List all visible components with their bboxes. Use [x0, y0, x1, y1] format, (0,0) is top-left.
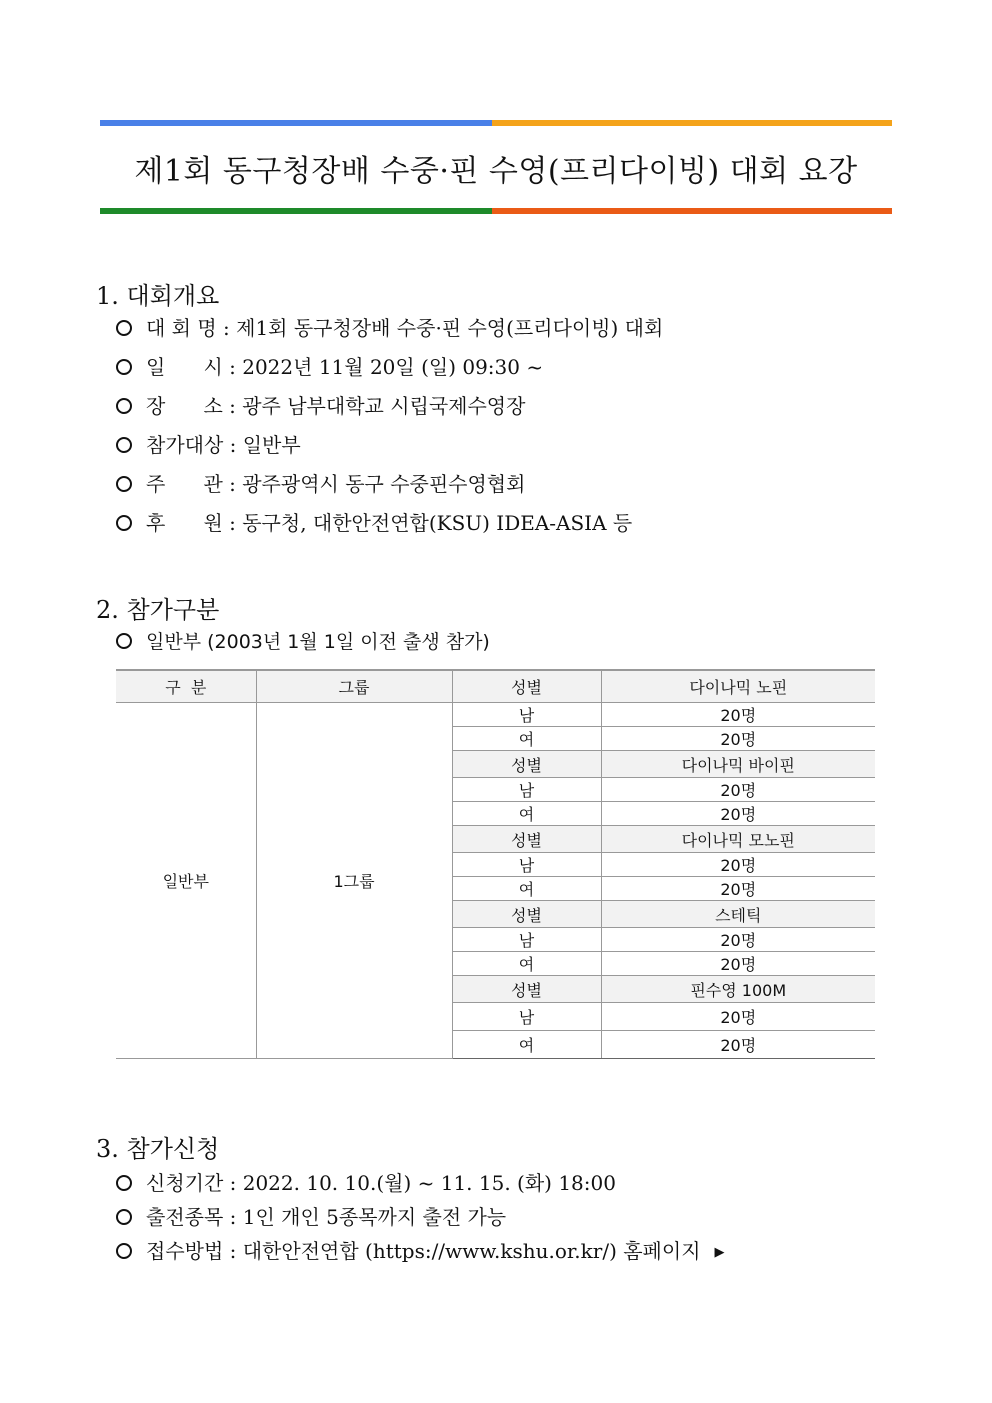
gender-label-cell: 성별: [452, 826, 601, 853]
bottom-bar-orange: [492, 208, 892, 214]
section1-heading: 1. 대회개요: [96, 282, 220, 310]
gender-cell: 여: [452, 877, 601, 901]
header-group: 그룹: [256, 670, 452, 703]
section3-list: [116, 1171, 725, 1273]
header-event: 다이나믹 노핀: [601, 670, 875, 703]
header-gender: 성별: [452, 670, 601, 703]
count-cell: 20명: [601, 802, 875, 826]
circle-bullet-icon: [116, 633, 132, 649]
circle-bullet-icon: [116, 398, 132, 414]
gender-cell: 남: [452, 778, 601, 802]
count-cell: 20명: [601, 928, 875, 952]
gender-label-cell: 성별: [452, 901, 601, 928]
event-name-cell: 다이나믹 바이핀: [601, 751, 875, 778]
count-cell: 20명: [601, 853, 875, 877]
gender-cell: 여: [452, 802, 601, 826]
gender-cell: 남: [452, 928, 601, 952]
list-item: 일 시 : 2022년 11월 20일 (일) 09:30 ~: [116, 355, 663, 394]
circle-bullet-icon: [116, 1175, 132, 1191]
section3-heading: 3. 참가신청: [96, 1135, 220, 1163]
event-name-cell: 핀수영 100M: [601, 976, 875, 1003]
circle-bullet-icon: [116, 359, 132, 375]
arrow-right-icon: ▶: [714, 1245, 725, 1260]
gender-cell: 여: [452, 727, 601, 751]
event-name-cell: 다이나믹 모노핀: [601, 826, 875, 853]
count-cell: 20명: [601, 952, 875, 976]
list-item: 주 관 : 광주광역시 동구 수중핀수영협회: [116, 472, 663, 511]
circle-bullet-icon: [116, 437, 132, 453]
division-cell: 일반부: [116, 703, 256, 1059]
circle-bullet-icon: [116, 515, 132, 531]
list-item: 장 소 : 광주 남부대학교 시립국제수영장: [116, 394, 663, 433]
top-bar-blue: [100, 120, 492, 126]
section2-heading: 2. 참가구분: [96, 596, 220, 624]
group-cell: 1그룹: [256, 703, 452, 1059]
list-item: 출전종목 : 1인 개인 5종목까지 출전 가능: [116, 1205, 725, 1239]
gender-cell: 남: [452, 853, 601, 877]
count-cell: 20명: [601, 778, 875, 802]
gender-label-cell: 성별: [452, 976, 601, 1003]
count-cell: 20명: [601, 703, 875, 727]
list-item: 대 회 명 : 제1회 동구청장배 수중·핀 수영(프리다이빙) 대회: [116, 316, 663, 355]
gender-label-cell: 성별: [452, 751, 601, 778]
gender-cell: 남: [452, 703, 601, 727]
top-bar-yellow: [492, 120, 892, 126]
section1-list: [116, 316, 663, 550]
page-title: 제1회 동구청장배 수중·핀 수영(프리다이빙) 대회 요강: [134, 154, 858, 189]
bottom-bar-green: [100, 208, 492, 214]
count-cell: 20명: [601, 1031, 875, 1059]
circle-bullet-icon: [116, 1243, 132, 1259]
section2-list: [116, 629, 490, 668]
gender-cell: 남: [452, 1003, 601, 1031]
circle-bullet-icon: [116, 1209, 132, 1225]
participation-table: [116, 669, 875, 1059]
list-item: 참가대상 : 일반부: [116, 433, 663, 472]
count-cell: 20명: [601, 727, 875, 751]
circle-bullet-icon: [116, 320, 132, 336]
header-division: 구 분: [116, 670, 256, 703]
gender-cell: 여: [452, 952, 601, 976]
table-row: [116, 703, 875, 727]
list-item: 접수방법 : 대한안전연합 (https://www.kshu.or.kr/) 홈페이지 ▶: [116, 1239, 725, 1273]
count-cell: 20명: [601, 877, 875, 901]
gender-cell: 여: [452, 1031, 601, 1059]
list-item: 일반부 (2003년 1월 1일 이전 출생 참가): [116, 629, 490, 668]
table-header-row: [116, 670, 875, 703]
count-cell: 20명: [601, 1003, 875, 1031]
event-name-cell: 스테틱: [601, 901, 875, 928]
list-item: 신청기간 : 2022. 10. 10.(월) ~ 11. 15. (화) 18:00: [116, 1171, 725, 1205]
list-item: 후 원 : 동구청, 대한안전연합(KSU) IDEA-ASIA 등: [116, 511, 663, 550]
circle-bullet-icon: [116, 476, 132, 492]
